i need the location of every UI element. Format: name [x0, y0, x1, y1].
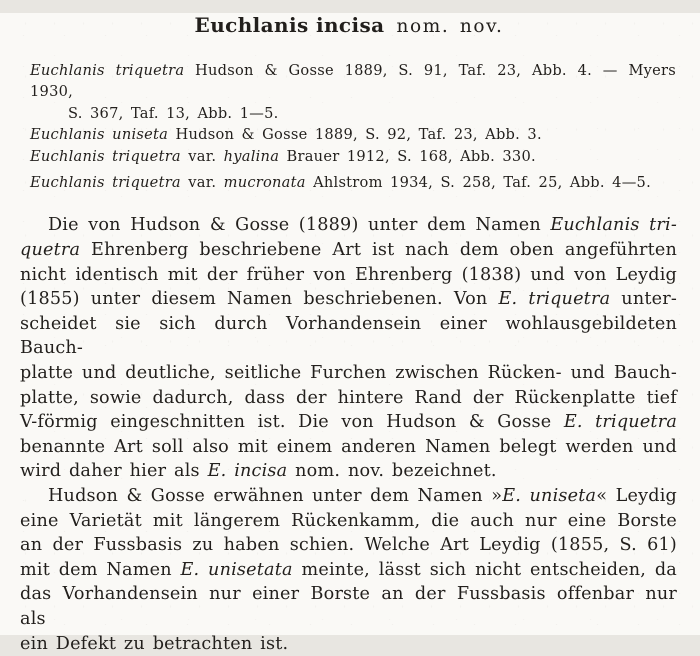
- text-segment: S. 367, Taf. 13, Abb. 1—5.: [68, 104, 279, 122]
- italic-text-segment: E. incisa: [207, 461, 288, 482]
- text-line: [20, 484, 677, 509]
- italic-text-segment: Euchlanis triquetra: [30, 62, 185, 79]
- text-line: [20, 312, 677, 361]
- synonymy-line: [30, 146, 676, 167]
- title-nomenclature-suffix: nom. nov.: [396, 16, 504, 37]
- text-line: [20, 509, 677, 534]
- text-line: [20, 386, 677, 411]
- synonymy-line: [30, 172, 676, 193]
- italic-text-segment: Euchlanis uniseta: [30, 126, 169, 144]
- synonymy-entry: [30, 172, 676, 193]
- text-segment: Hudson & Gosse 1889, S. 91, Taf. 23, Abb. 4. — Myers 1930,: [30, 62, 676, 101]
- text-segment: var.: [180, 174, 224, 192]
- text-segment: Ehrenberg beschriebene Art ist nach dem oben angeführten: [80, 240, 677, 261]
- paragraph: [20, 213, 677, 484]
- synonymy-entry: [30, 146, 676, 167]
- text-segment: mit dem Namen: [20, 559, 181, 580]
- text-segment: eine Varietät mit längerem Rückenkamm, die auch nur eine Borste: [20, 510, 677, 531]
- synonymy-entry: [30, 124, 676, 145]
- text-line: [20, 213, 677, 238]
- text-segment: var.: [180, 147, 224, 165]
- text-line: [20, 263, 677, 288]
- synonymy-line: [30, 103, 676, 124]
- text-line: [20, 558, 677, 583]
- text-segment: nicht identisch mit der früher von Ehrenberg (1838) und von Leydig: [20, 264, 677, 285]
- italic-text-segment: E. triquetra: [498, 289, 611, 310]
- text-segment: Brauer 1912, S. 168, Abb. 330.: [279, 147, 536, 165]
- text-line: [20, 533, 677, 558]
- italic-text-segment: hyalina: [223, 147, 280, 165]
- text-segment: « Leydig: [596, 485, 677, 506]
- text-line: [20, 435, 677, 460]
- italic-text-segment: E. triquetra: [563, 412, 678, 433]
- paragraph: [20, 484, 677, 656]
- text-segment: benannte Art soll also mit einem anderen Namen belegt werden und: [20, 436, 677, 457]
- text-segment: ein Defekt zu betrachten ist.: [20, 633, 289, 654]
- text-segment: platte, sowie dadurch, dass der hintere Rand der Rückenplatte tief: [20, 387, 677, 408]
- text-segment: platte und deutliche, seitliche Furchen zwischen Rücken- und Bauch-: [20, 363, 677, 383]
- text-segment: an der Fussbasis zu haben schien. Welche Art Leydig (1855, S. 61): [20, 535, 677, 556]
- text-segment: Hudson & Gosse 1889, S. 92, Taf. 23, Abb. 3.: [168, 126, 542, 144]
- italic-text-segment: E. unisetata: [180, 559, 293, 580]
- text-segment: Die von Hudson & Gosse (1889) unter dem Namen: [48, 215, 551, 236]
- text-segment: V-förmig eingeschnitten ist. Die von Hudson & Gosse: [20, 412, 564, 433]
- italic-text-segment: Euchlanis tri-: [550, 215, 677, 236]
- synonymy-line: [30, 60, 676, 103]
- title-species-name: Euchlanis incisa: [194, 13, 385, 37]
- italic-text-segment: quetra: [20, 240, 81, 261]
- text-segment: das Vorhandensein nur einer Borste an der Fussbasis offenbar nur als: [20, 584, 677, 629]
- text-segment: (1855) unter diesem Namen beschriebenen. Von: [20, 289, 499, 310]
- body-text: [20, 213, 677, 656]
- text-line: [20, 459, 677, 484]
- text-segment: Hudson & Gosse erwähnen unter dem Namen »: [48, 485, 503, 506]
- synonymy-list: [30, 60, 676, 193]
- text-segment: Ahlstrom 1934, S. 258, Taf. 25, Abb. 4—5.: [305, 174, 651, 192]
- synonymy-entry: [30, 60, 676, 124]
- italic-text-segment: Euchlanis triquetra: [30, 174, 181, 192]
- italic-text-segment: mucronata: [223, 174, 306, 192]
- text-segment: wird daher hier als: [20, 461, 208, 482]
- text-line: [20, 582, 677, 631]
- text-line: [20, 238, 677, 263]
- document-page: [0, 13, 700, 654]
- text-line: [20, 361, 677, 386]
- text-segment: nom. nov. bezeichnet.: [287, 461, 497, 482]
- text-segment: meinte, lässt sich nicht entscheiden, da: [292, 559, 677, 580]
- page-title: [20, 13, 678, 39]
- text-line: [20, 632, 677, 656]
- text-segment: scheidet sie sich durch Vorhandensein einer wohlausgebildeten Bauch-: [20, 313, 677, 359]
- text-line: [20, 410, 677, 435]
- synonymy-line: [30, 124, 676, 145]
- text-segment: unter-: [610, 289, 677, 310]
- text-line: [20, 287, 677, 312]
- italic-text-segment: Euchlanis triquetra: [30, 147, 181, 165]
- italic-text-segment: E. uniseta: [502, 485, 597, 506]
